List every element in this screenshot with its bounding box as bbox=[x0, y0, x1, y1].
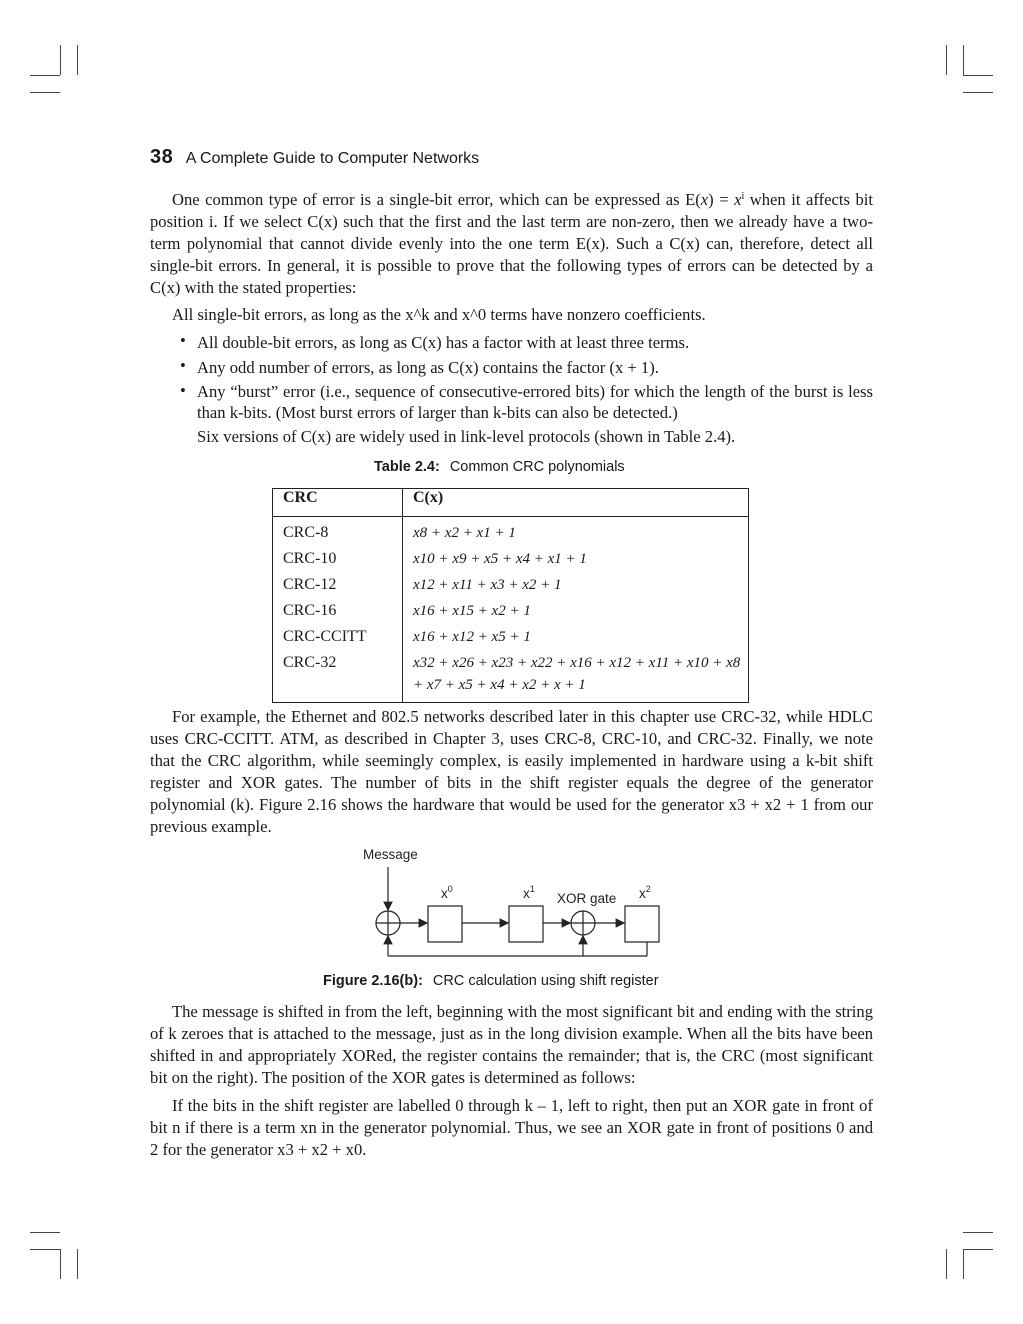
bullet-item: Any odd number of errors, as long as C(x) contains the factor (x + 1). bbox=[197, 358, 659, 377]
table-caption: Table 2.4: Common CRC polynomials bbox=[374, 459, 625, 475]
crc-name: CRC-10 bbox=[273, 546, 403, 572]
table-header-row bbox=[273, 489, 749, 517]
crc-polynomial: x16 + x15 + x2 + 1 bbox=[413, 603, 531, 619]
crc-name: CRC-32 bbox=[273, 650, 403, 703]
message-label: Message bbox=[363, 847, 418, 862]
crop-mark bbox=[60, 1249, 61, 1279]
crc-name: CRC-12 bbox=[273, 572, 403, 598]
crop-mark bbox=[963, 45, 964, 75]
register-bit-0 bbox=[428, 906, 462, 942]
crop-mark bbox=[946, 1249, 947, 1279]
page-number: 38 bbox=[150, 146, 174, 168]
crop-mark bbox=[30, 92, 60, 93]
register-bit-2 bbox=[625, 906, 659, 942]
bullet-item: Any “burst” error (i.e., sequence of consecutive-errored bits) for which the length of the burst is less than k-bits. (Most burst errors of larger than k-bits can also be detected.) bbox=[197, 382, 873, 422]
table-row bbox=[273, 546, 749, 572]
crc-name: CRC-16 bbox=[273, 598, 403, 624]
x1-label: $x^1$ bbox=[523, 884, 535, 901]
register-bit-1 bbox=[509, 906, 543, 942]
figure-caption: Figure 2.16(b): CRC calculation using shift register bbox=[323, 973, 659, 989]
paragraph-xor-positions: If the bits in the shift register are labelled 0 through k – 1, left to right, then put an XOR gate in front of bit n if there is a term xn in the generator polynomial. Thus, we see an XOR gate in front of positions 0 and 2 for the generator x3 + x2 + x0. bbox=[150, 1096, 873, 1159]
crop-mark bbox=[963, 1249, 993, 1250]
x0-label: $x^0$ bbox=[441, 884, 453, 901]
crop-mark bbox=[30, 1232, 60, 1233]
list-intro: All single-bit errors, as long as the x^k and x^0 terms have nonzero coefficients. bbox=[172, 305, 706, 324]
crop-mark bbox=[963, 1249, 964, 1279]
xor-gate-icon bbox=[376, 911, 400, 935]
crc-polynomial: x32 + x26 + x23 + x22 + x16 + x12 + x11 + x10 + x8 + x7 + x5 + x4 + x2 + x + 1 bbox=[413, 655, 741, 693]
x2-label: $x^2$ bbox=[639, 884, 651, 901]
table-row bbox=[273, 624, 749, 650]
crc-polynomial: x10 + x9 + x5 + x4 + x1 + 1 bbox=[413, 551, 587, 567]
bullet-icon: • bbox=[180, 381, 186, 400]
crc-polynomial: x12 + x11 + x3 + x2 + 1 bbox=[413, 577, 562, 593]
paragraph-example: For example, the Ethernet and 802.5 networks described later in this chapter use CRC-32, while HDLC uses CRC-CCITT. ATM, as described in Chapter 3, uses CRC-8, CRC-10, and CRC-32. Finally, we note that the CRC algorithm, while seemingly complex, is easily implemented in hardware using a k-bit shift register and XOR gates. The number of bits in the shift register equals the degree of the generator polynomial (k). Figure 2.16 shows the hardware that would be used for the generator x3 + x2 + 1 from our previous example. bbox=[150, 707, 873, 836]
crop-mark bbox=[77, 45, 78, 75]
paragraph-single-bit-error: One common type of error is a single-bit error, which can be expressed as $E(x) = x^i$ when it affects bit position i. If we select C(x) such that the first and the last term are non-zero, then we already have a two-term polynomial that cannot divide evenly into the one term E(x). Such a C(x) can, therefore, detect all single-bit errors. In general, it is possible to prove that the following types of errors can be detected by a C(x) with the stated properties: bbox=[150, 190, 873, 297]
crop-mark bbox=[30, 1249, 60, 1250]
xor-gate-icon bbox=[571, 911, 595, 935]
crop-mark bbox=[946, 45, 947, 75]
column-header-crc: CRC bbox=[273, 489, 403, 517]
paragraph-message-shift: The message is shifted in from the left, beginning with the most significant bit and ending with the string of k zeroes that is attached to the message, just as in the long division example. When all the bits have been shifted in and appropriately XORed, the register contains the remainder; that is, the CRC (most significant bit on the right). The position of the XOR gates is determined as follows: bbox=[150, 1002, 873, 1087]
table-row bbox=[273, 517, 749, 547]
shift-register-figure bbox=[355, 843, 675, 978]
xor-gate-label: XOR gate bbox=[557, 891, 617, 906]
crc-polynomial: x16 + x12 + x5 + 1 bbox=[413, 629, 531, 645]
crc-polynomial-table bbox=[272, 488, 749, 703]
crop-mark bbox=[77, 1249, 78, 1279]
crop-mark bbox=[60, 45, 61, 75]
table-row bbox=[273, 598, 749, 624]
six-versions-line: Six versions of C(x) are widely used in link-level protocols (shown in Table 2.4). bbox=[197, 427, 736, 446]
crop-mark bbox=[963, 1232, 993, 1233]
shift-register-diagram bbox=[355, 843, 675, 973]
crop-mark bbox=[963, 75, 993, 76]
bullet-icon: • bbox=[180, 356, 186, 375]
crc-name: CRC-CCITT bbox=[273, 624, 403, 650]
crc-name: CRC-8 bbox=[273, 517, 403, 547]
table-row bbox=[273, 650, 749, 703]
book-title: A Complete Guide to Computer Networks bbox=[185, 150, 480, 167]
table-row bbox=[273, 572, 749, 598]
column-header-cx: C(x) bbox=[403, 489, 749, 517]
running-header bbox=[150, 146, 479, 169]
bullet-icon: • bbox=[180, 331, 186, 350]
crop-mark bbox=[963, 92, 993, 93]
crc-polynomial: x8 + x2 + x1 + 1 bbox=[413, 525, 516, 541]
crop-mark bbox=[30, 75, 60, 76]
bullet-item: All double-bit errors, as long as C(x) has a factor with at least three terms. bbox=[197, 333, 690, 352]
